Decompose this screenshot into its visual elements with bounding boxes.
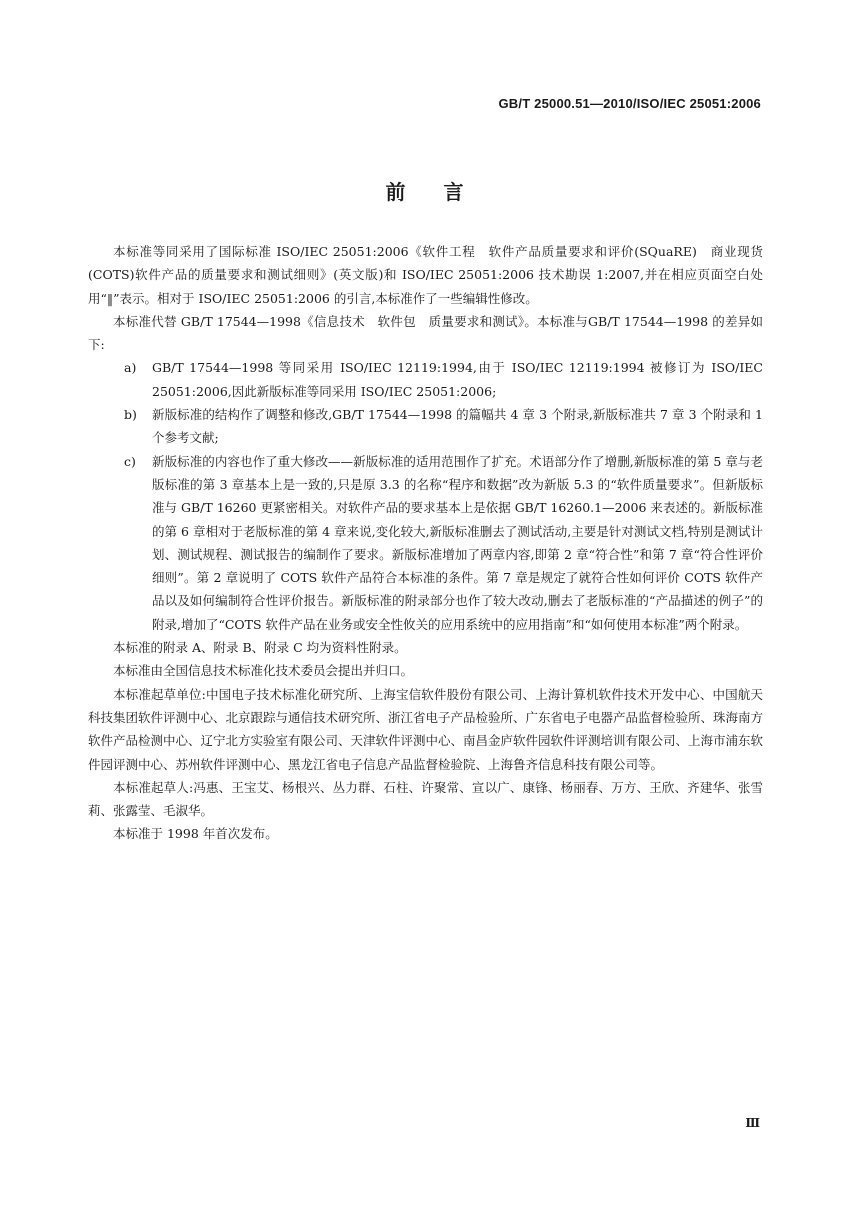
paragraph-first-release: 本标准于 1998 年首次发布。: [113, 826, 278, 842]
list-item-mark: a): [124, 360, 137, 376]
list-item-text: 新版标准的内容也作了重大修改——新版标准的适用范围作了扩充。术语部分作了增删,新版标准的第 5 章与老版标准的第 3 章基本上是一致的,只是原 3.3 的名称“程序和数据”改为新版 5.3 的“软件质量要求”。但新版标准与 GB/T 16260 更紧密相关。对软件产品的要求基本上是依据 GB/T 16260.1—2006 来表述的。新版标准的第 6 章相对于老版标准的第 4 章来说,变化较大,新版标准删去了测试活动,主要是针对测试文档,特别是测试计划、测试规程、测试报告的编制作了要求。新版标准增加了两章内容,即第 2 章“符合性”和第 7 章“符合性评价细则”。第 2 章说明了 COTS 软件产品符合本标准的条件。第 7 章是规定了就符合性如何评价 COTS 软件产品以及如何编制符合性评价报告。新版标准的附录部分也作了较大改动,删去了老版标准的“产品描述的例子”的附录,增加了“COTS 软件产品在业务或安全性攸关的应用系统中的应用指南”和“如何使用本标准”两个附录。: [152, 453, 763, 632]
list-item-mark: b): [124, 407, 137, 423]
document-body: [88, 240, 763, 846]
list-item-mark: c): [124, 453, 136, 469]
list-item-text: 新版标准的结构作了调整和修改,GB/T 17544—1998 的篇幅共 4 章 3 个附录,新版标准共 7 章 3 个附录和 1 个参考文献;: [152, 407, 763, 446]
list-item-text: GB/T 17544—1998 等同采用 ISO/IEC 12119:1994,由于 ISO/IEC 12119:1994 被修订为 ISO/IEC 25051:2006,因此新版标准等同采用 ISO/IEC 25051:2006;: [152, 360, 763, 399]
page-title: 前言: [385, 180, 502, 204]
list-item: [88, 450, 763, 636]
paragraph-drafters: 本标准起草人:冯惠、王宝艾、杨根兴、丛力群、石柱、许聚常、宣以广、康锋、杨丽春、万方、王欣、齐建华、张雪莉、张露莹、毛淑华。: [88, 779, 763, 819]
paragraph-appendix: 本标准的附录 A、附录 B、附录 C 均为资料性附录。: [113, 640, 407, 656]
paragraph-committee: 本标准由全国信息技术标准化技术委员会提出并归口。: [113, 663, 414, 679]
standard-code: GB/T 25000.51—2010/ISO/IEC 25051:2006: [498, 96, 761, 111]
list-item: [88, 403, 763, 450]
page-number: Ⅲ: [745, 1116, 761, 1130]
paragraph-drafting-units: 本标准起草单位:中国电子技术标准化研究所、上海宝信软件股份有限公司、上海计算机软件技术开发中心、中国航天科技集团软件评测中心、北京跟踪与通信技术研究所、浙江省电子产品检验所、广东省电子电器产品监督检验所、珠海南方软件产品检测中心、辽宁北方实验室有限公司、天津软件评测中心、南昌金庐软件园软件评测培训有限公司、上海市浦东软件园评测中心、苏州软件评测中心、黑龙江省电子信息产品监督检验院、上海鲁齐信息科技有限公司等。: [88, 686, 764, 772]
list-item: [88, 356, 763, 403]
paragraph-replacement: 本标准代替 GB/T 17544—1998《信息技术 软件包 质量要求和测试》。本标准与GB/T 17544—1998 的差异如下:: [88, 313, 763, 353]
paragraph-adoption: 本标准等同采用了国际标准 ISO/IEC 25051:2006《软件工程 软件产品质量要求和评价(SQuaRE) 商业现货(COTS)软件产品的质量要求和测试细则》(英文版)和 ISO/IEC 25051:2006 技术勘误 1:2007,并在相应页面空白处用“‖”表示。相对于 ISO/IEC 25051:2006 的引言,本标准作了一些编辑性修改。: [88, 244, 763, 306]
